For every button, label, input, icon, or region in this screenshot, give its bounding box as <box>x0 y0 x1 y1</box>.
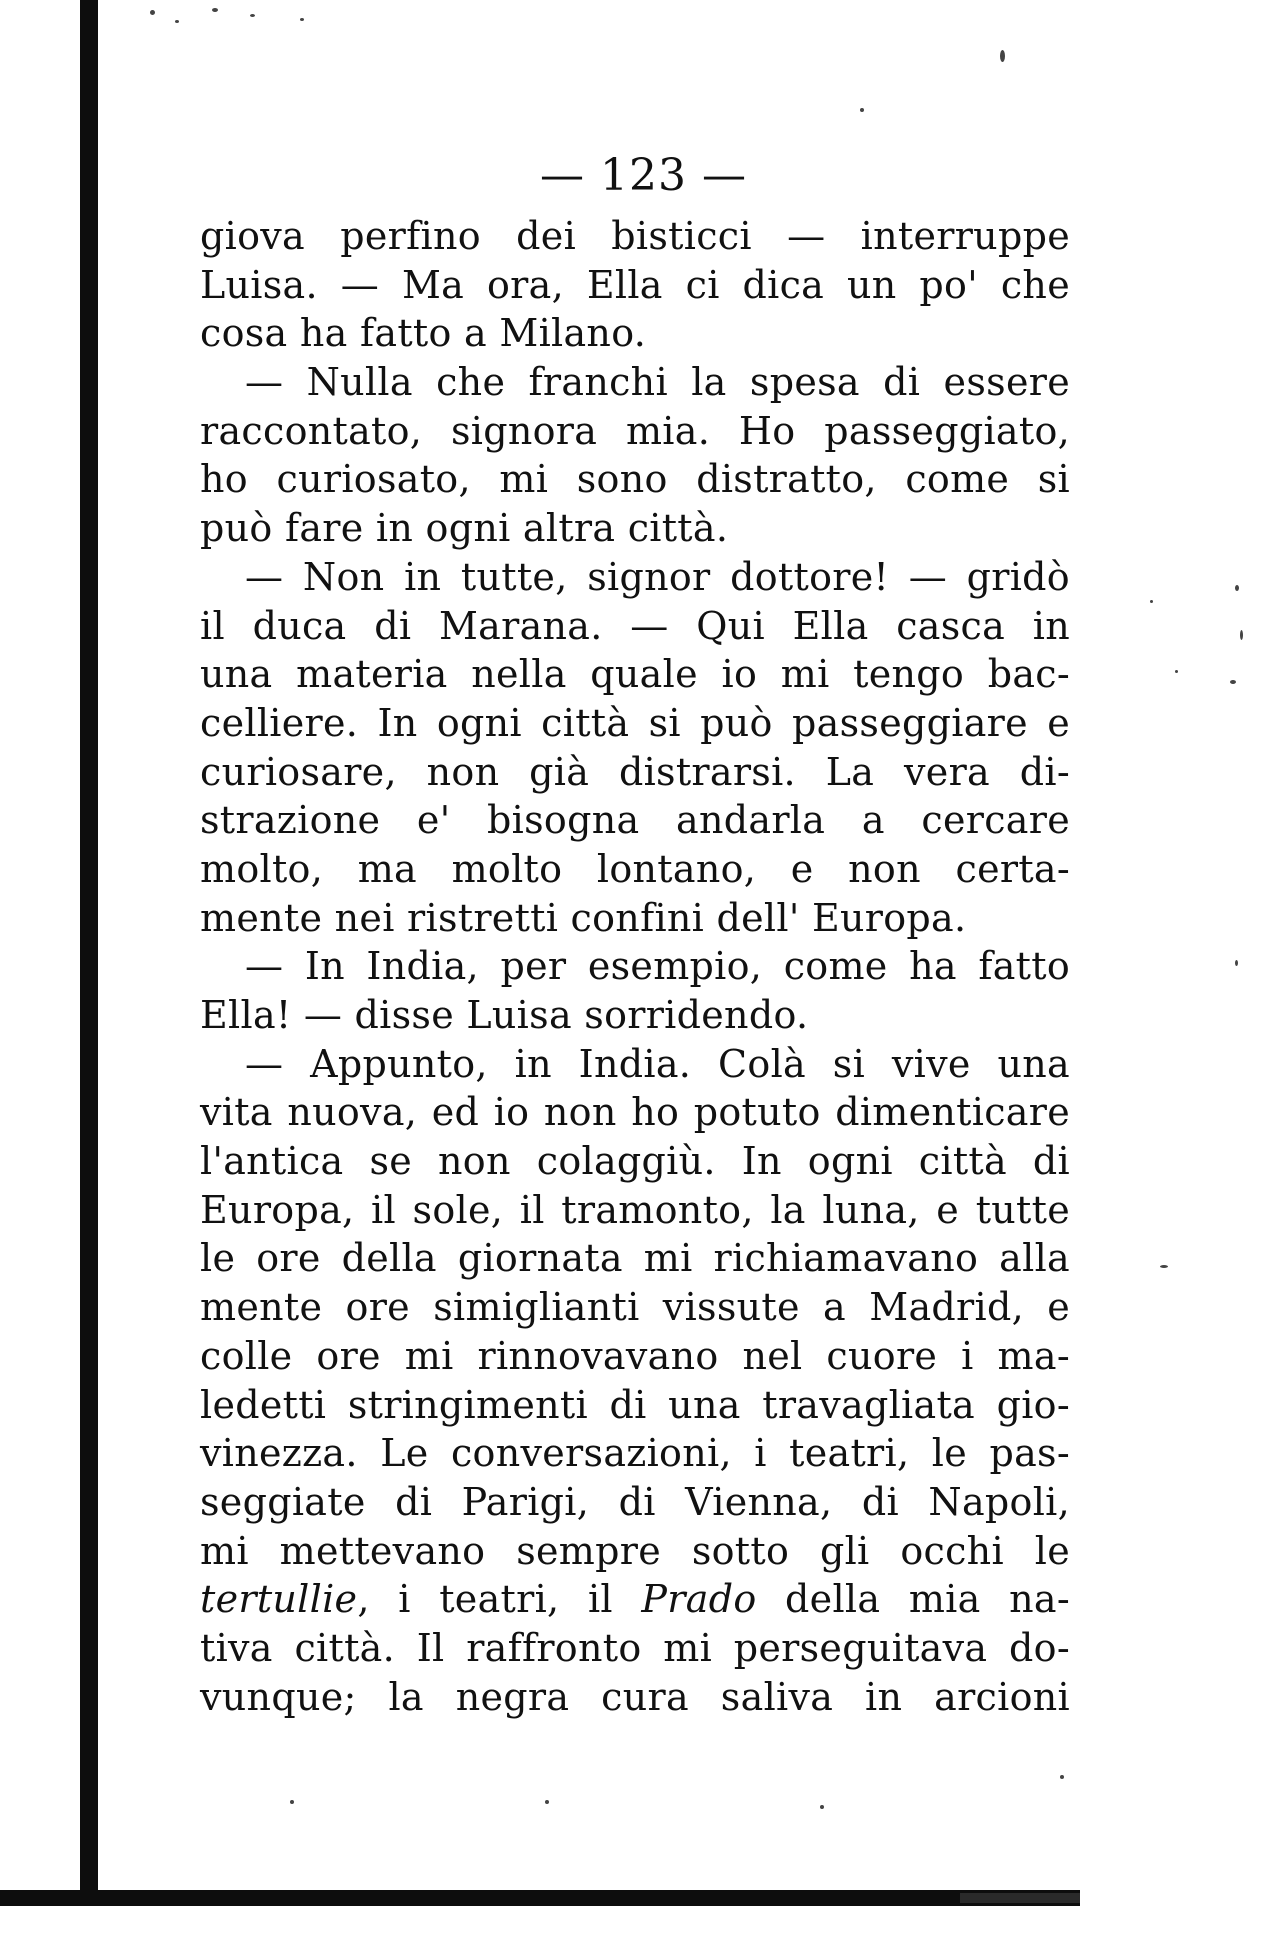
scan-speck <box>250 14 255 17</box>
text-line: può fare in ogni altra città. <box>200 506 729 551</box>
text-line: molto, ma molto lontano, e non certa- <box>200 846 1070 891</box>
text-line: il duca di Marana. — Qui Ella casca in <box>200 603 1070 648</box>
scan-speck <box>820 1805 824 1809</box>
binding-edge <box>80 0 98 1905</box>
text-line: mi mettevano sempre sotto gli occhi le <box>200 1528 1070 1573</box>
text-line: seggiate di Parigi, di Vienna, di Napoli, <box>200 1479 1070 1524</box>
text-line: l'antica se non colaggiù. In ogni città di <box>200 1139 1070 1184</box>
text-line: — Appunto, in India. Colà si vive una <box>245 1041 1070 1086</box>
text-line: Ella! — disse Luisa sorridendo. <box>200 993 809 1037</box>
scan-speck <box>1235 585 1239 591</box>
scan-speck <box>290 1800 294 1804</box>
body-text <box>200 212 1070 1721</box>
text-line: mente ore simiglianti vissute a Madrid, e <box>200 1285 1070 1330</box>
text-line: Europa, il sole, il tramonto, la luna, e tutte <box>200 1187 1070 1232</box>
scan-speck <box>1060 1775 1064 1779</box>
scan-speck <box>1230 680 1236 684</box>
text-line: — In India, per esempio, come ha fatto <box>245 944 1070 989</box>
bottom-edge-rule <box>0 1890 1080 1906</box>
text-line: ledetti stringimenti di una travagliata gio- <box>200 1382 1070 1427</box>
text-line: vita nuova, ed io non ho potuto dimenticare <box>200 1090 1070 1135</box>
text-line: — Nulla che franchi la spesa di essere <box>245 360 1070 405</box>
scan-speck <box>1235 960 1238 966</box>
text-line: mente nei ristretti confini dell' Europa. <box>200 895 967 940</box>
scan-speck <box>1000 50 1005 62</box>
text-line: ho curiosato, mi sono distratto, come si <box>200 457 1070 502</box>
text-line: celliere. In ogni città si può passeggiare e <box>200 700 1070 745</box>
scan-speck <box>212 8 218 12</box>
text-line: curiosare, non già distrarsi. La vera di- <box>200 749 1070 794</box>
text-line: tiva città. Il raffronto mi perseguitava do- <box>200 1625 1070 1670</box>
text-line: colle ore mi rinnovavano nel cuore i ma- <box>200 1333 1070 1378</box>
scan-speck <box>150 10 155 15</box>
text-line: vinezza. Le conversazioni, i teatri, le pas- <box>200 1431 1070 1476</box>
scan-speck <box>1175 670 1178 673</box>
scan-speck <box>1160 1265 1168 1268</box>
italic-word: Prado <box>641 1577 757 1622</box>
italic-word: tertullie <box>200 1577 358 1622</box>
text-line: Luisa. — Ma ora, Ella ci dica un po' che <box>200 262 1070 307</box>
page-number: — 123 — <box>540 150 747 201</box>
scan-speck <box>300 18 304 21</box>
text-line: raccontato, signora mia. Ho passeggiato, <box>200 408 1070 453</box>
scan-speck <box>545 1800 549 1804</box>
scan-speck <box>1240 630 1243 640</box>
text-line: strazione e' bisogna andarla a cercare <box>200 798 1070 843</box>
scan-speck <box>1150 600 1153 603</box>
text-line: — Non in tutte, signor dottore! — gridò <box>245 554 1070 599</box>
bottom-edge-rule-tail <box>960 1893 1080 1903</box>
scan-speck <box>860 108 864 112</box>
text-line: le ore della giornata mi richiamavano alla <box>200 1236 1070 1281</box>
text-line: cosa ha fatto a Milano. <box>200 311 647 356</box>
text-line: tertullie, i teatri, il Prado della mia na- <box>200 1577 1070 1622</box>
text-line: vunque; la negra cura saliva in arcioni <box>200 1674 1070 1719</box>
text-line: giova perfino dei bisticci — interruppe <box>200 214 1070 258</box>
scan-speck <box>175 20 179 23</box>
text-line: una materia nella quale io mi tengo bac- <box>200 652 1070 697</box>
